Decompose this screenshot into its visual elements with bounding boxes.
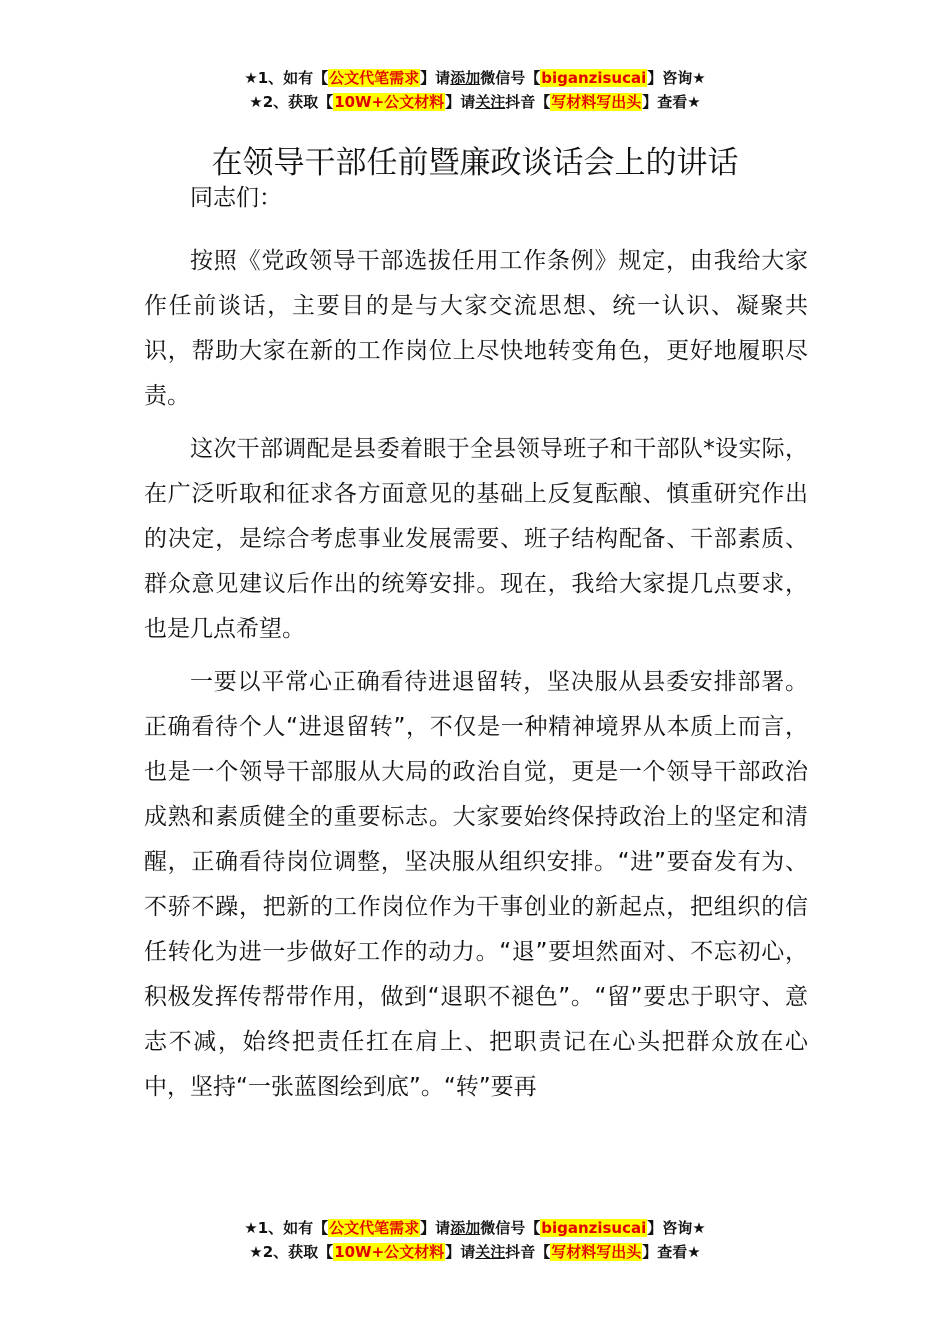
body-paragraph: 一要以平常心正确看待进退留转，坚决服从县委安排部署。正确看待个人“进退留转”，不仅是一种精神境界从本质上而言，也是一个领导干部服从大局的政治自觉，更是一个领导干部政治成熟和素质健全的重要标志。大家要始终保持政治上的坚定和清醒，正确看待岗位调整，坚决服从组织安排。“进”要奋发有为、不骄不躁，把新的工作岗位作为干事创业的新起点，把组织的信任转化为进一步做好工作的动力。“退”要坦然面对、不忘初心，积极发挥传帮带作用，做到“退职不褪色”。“留”要忠于职守、意志不减，始终把责任扛在肩上、把职责记在心头把群众放在心中，坚持“一张蓝图绘到底”。“转”要再: [144, 669, 808, 1100]
promo-line-2: [0, 90, 950, 114]
promo-wechat-id: biganzisucai: [541, 1219, 647, 1237]
promo-underlined-text: 关注: [475, 93, 506, 111]
promo-douyin-id: 写材料写出头: [551, 93, 642, 111]
promo-underlined-text: 关注: [475, 1243, 506, 1261]
promo-underlined-text: 添加: [450, 69, 481, 87]
promo-text: 】咨询★: [647, 69, 706, 87]
promo-highlight: 10W+公文材料: [334, 93, 445, 111]
promo-wechat-id: biganzisucai: [541, 69, 647, 87]
promo-highlight: 公文代笔需求: [329, 1219, 420, 1237]
promo-text: ★1、如有【: [244, 1219, 329, 1237]
body-paragraph: 按照《党政领导干部选拔任用工作条例》规定，由我给大家作任前谈话，主要目的是与大家交流思想、统一认识、凝聚共识，帮助大家在新的工作岗位上尽快地转变角色，更好地履职尽责。: [144, 248, 808, 409]
promo-text: 】查看★: [642, 1243, 701, 1261]
promo-text: ★2、获取【: [249, 93, 334, 111]
greeting: 同志们：: [190, 185, 282, 211]
promo-highlight: 10W+公文材料: [334, 1243, 445, 1261]
promo-line-1: [0, 66, 950, 90]
promo-text: 微信号【: [480, 69, 541, 87]
body-paragraph: 这次干部调配是县委着眼于全县领导班子和干部队*设实际，在广泛听取和征求各方面意见的基础上反复酝酿、慎重研究作出的决定，是综合考虑事业发展需要、班子结构配备、干部素质、群众意见建议后作出的统筹安排。现在，我给大家提几点要求，也是几点希望。: [144, 436, 808, 642]
promo-underlined-text: 添加: [450, 1219, 481, 1237]
promo-text: 】查看★: [642, 93, 701, 111]
promo-text: 】请: [445, 1243, 476, 1261]
promo-text: 抖音【: [505, 1243, 551, 1261]
promo-highlight: 公文代笔需求: [329, 69, 420, 87]
promo-douyin-id: 写材料写出头: [551, 1243, 642, 1261]
promo-text: 微信号【: [480, 1219, 541, 1237]
promo-line-2: [0, 1240, 950, 1264]
promo-text: ★1、如有【: [244, 69, 329, 87]
promo-text: 】请: [445, 93, 476, 111]
document-body: [144, 176, 808, 1118]
footer-promo-banner: [0, 1216, 950, 1264]
promo-text: ★2、获取【: [249, 1243, 334, 1261]
document-title: 在领导干部任前暨廉政谈话会上的讲话: [211, 144, 739, 181]
promo-text: 】请: [420, 69, 451, 87]
promo-text: 】请: [420, 1219, 451, 1237]
promo-text: 抖音【: [505, 93, 551, 111]
promo-line-1: [0, 1216, 950, 1240]
header-promo-banner: [0, 66, 950, 114]
promo-text: 】咨询★: [647, 1219, 706, 1237]
